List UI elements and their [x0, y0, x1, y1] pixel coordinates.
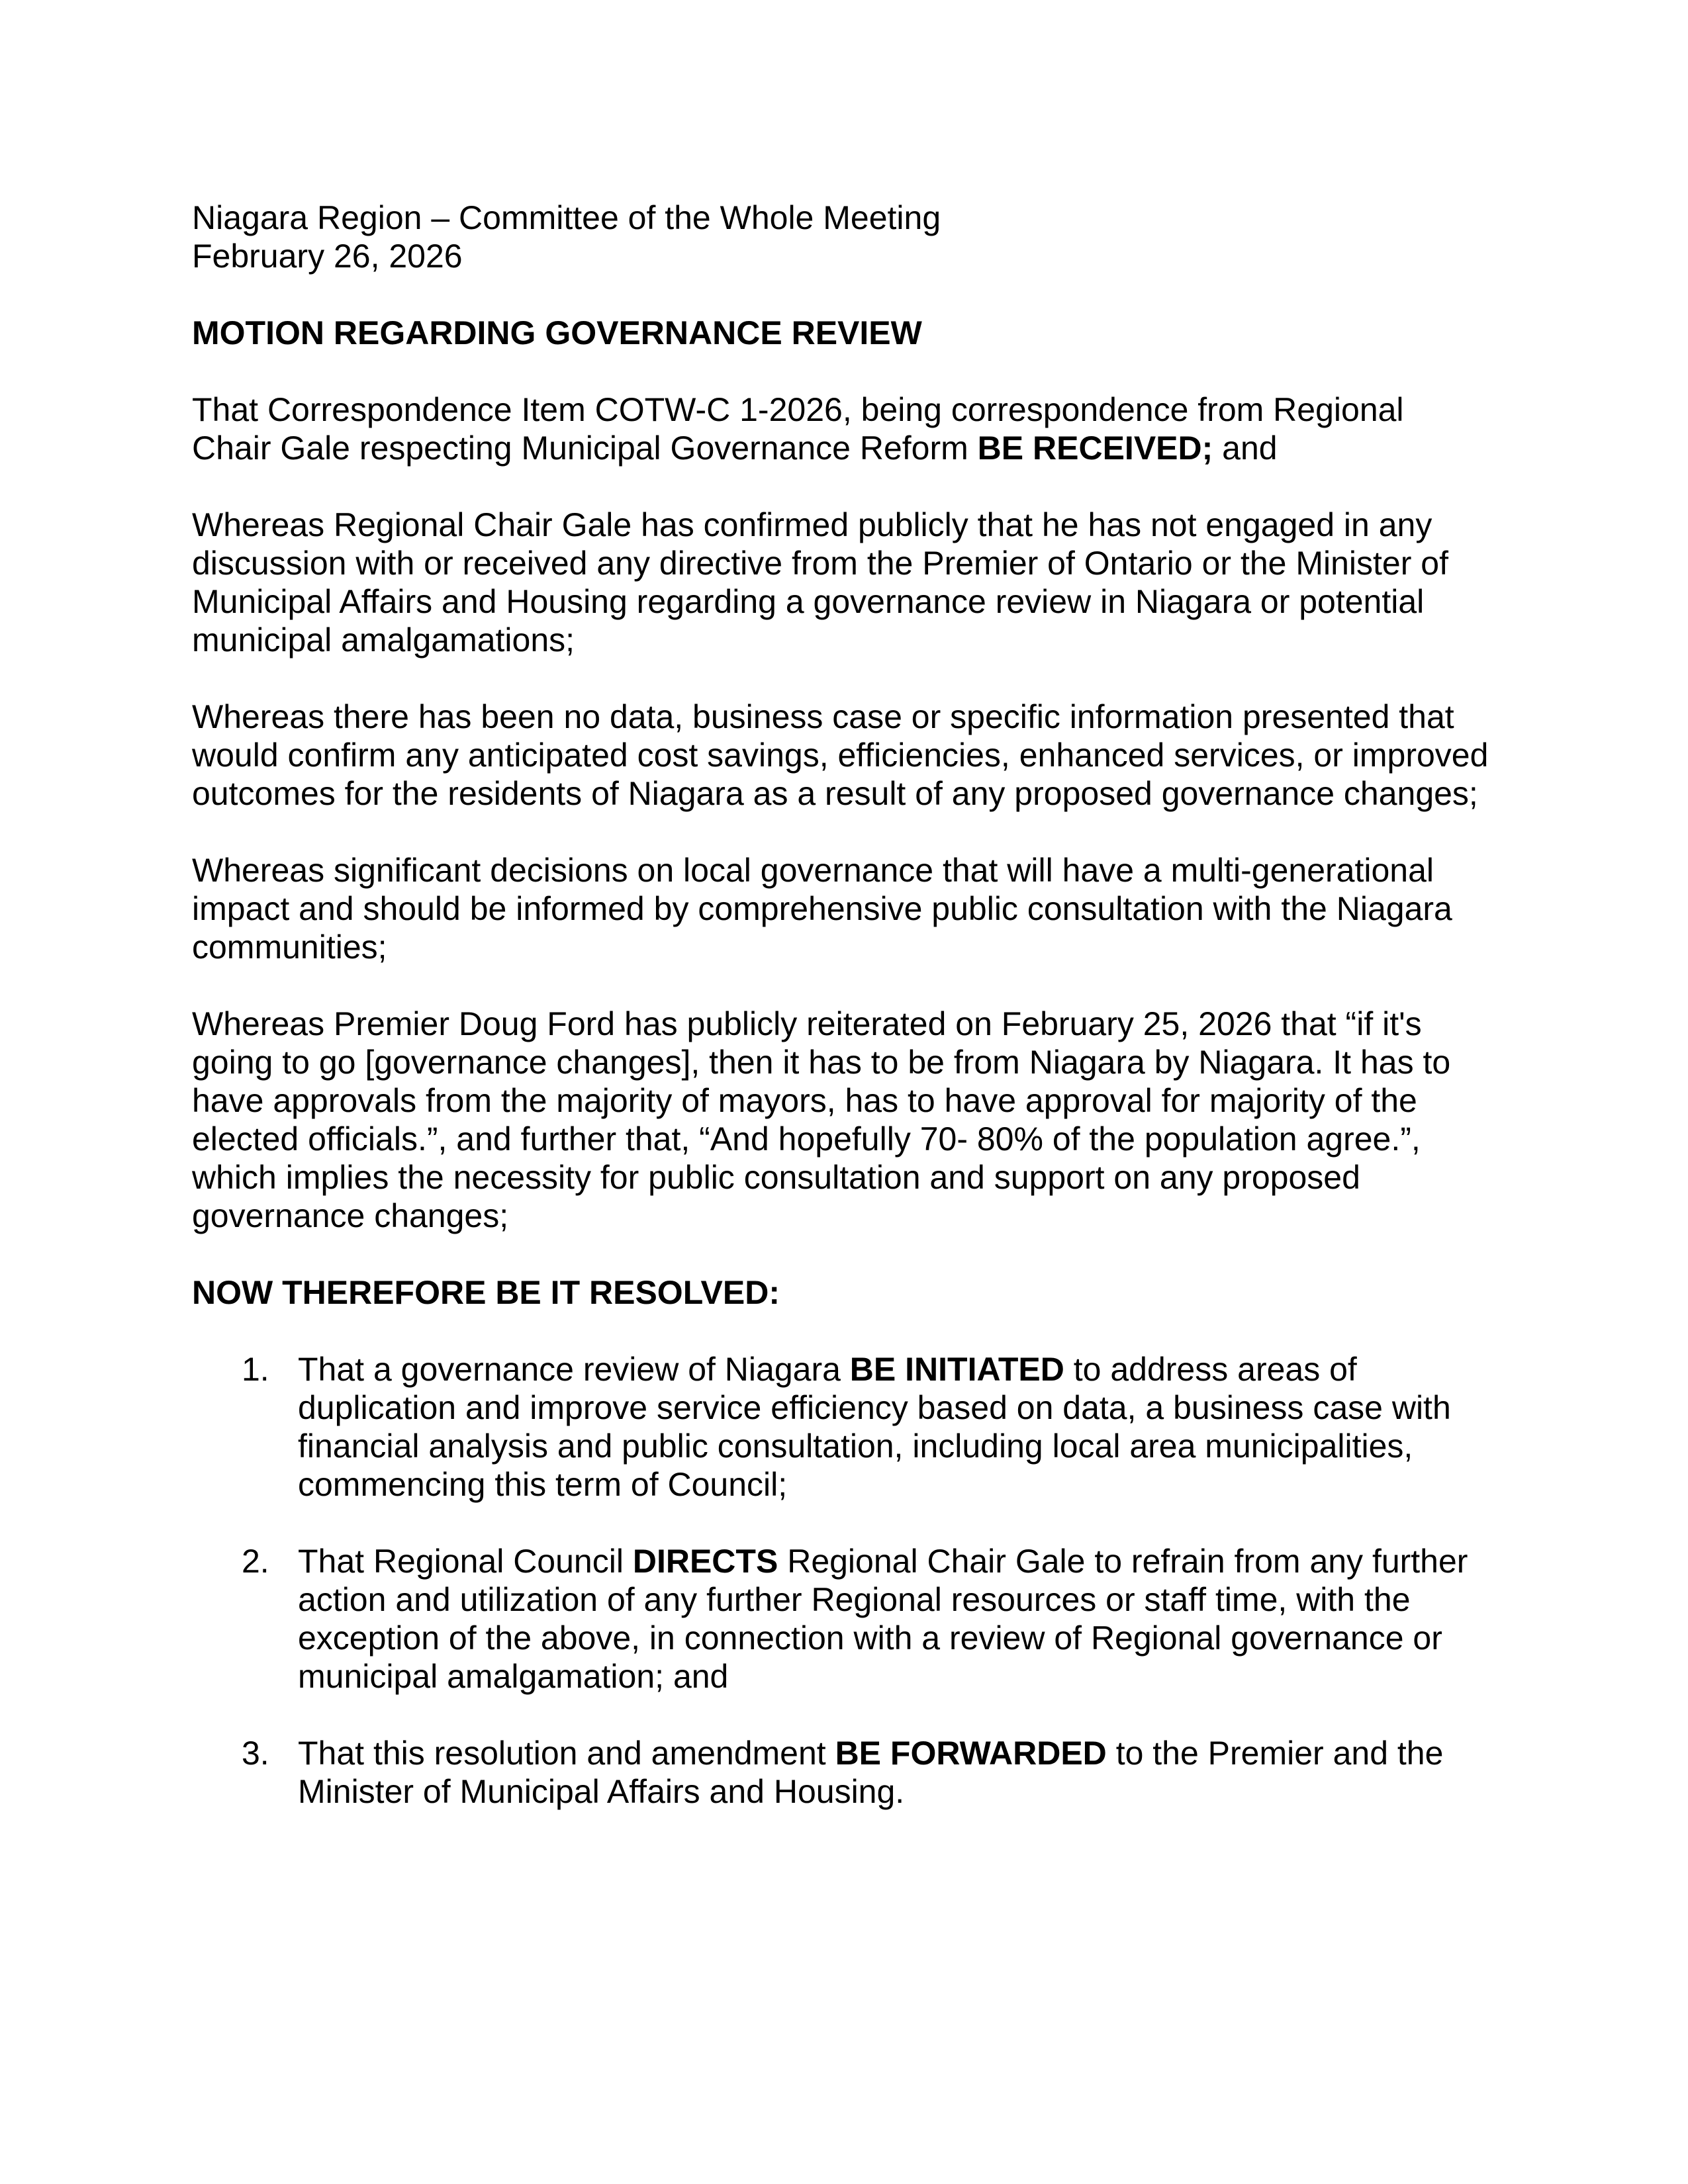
paragraph-correspondence-received: That Correspondence Item COTW-C 1-2026, being correspondence from Regional Chair Gale respecting Municipal Governance Reform BE RECEIVED; and: [192, 391, 1404, 467]
resolution-3-number: 3.: [242, 1735, 269, 1772]
resolution-1-text: That a governance review of Niagara BE INITIATED to address areas of duplication and improve service efficiency based on data, a business case with financial analysis and public consultation, including local area municipalities, commencing this term of Council;: [298, 1351, 1451, 1503]
resolution-2-number: 2.: [242, 1543, 269, 1580]
meeting-title: Niagara Region – Committee of the Whole Meeting: [192, 199, 941, 236]
resolution-1-number: 1.: [242, 1351, 269, 1388]
paragraph-whereas-significant-decisions: Whereas significant decisions on local governance that will have a multi-generational impact and should be informed by comprehensive public consultation with the Niagara communities;: [192, 852, 1452, 966]
resolved-heading: NOW THEREFORE BE IT RESOLVED:: [192, 1274, 780, 1311]
meeting-date: February 26, 2026: [192, 238, 463, 275]
motion-title: MOTION REGARDING GOVERNANCE REVIEW: [192, 314, 922, 351]
document-content: [192, 199, 1491, 1849]
paragraph-whereas-chair-gale: Whereas Regional Chair Gale has confirmed publicly that he has not engaged in any discussion with or received any directive from the Premier of Ontario or the Minister of Municipal Affairs and Housing regarding a governance review in Niagara or potential municipal amalgamations;: [192, 506, 1448, 659]
meeting-header: [192, 199, 1491, 275]
resolution-2-text: That Regional Council DIRECTS Regional Chair Gale to refrain from any further action and utilization of any further Regional resources or staff time, with the exception of the above, in connection with a review of Regional governance or municipal amalgamation; and: [298, 1543, 1468, 1695]
paragraph-whereas-no-data: Whereas there has been no data, business case or specific information presented that would confirm any anticipated cost savings, efficiencies, enhanced services, or improved outcomes for the residents of Niagara as a result of any proposed governance changes;: [192, 698, 1489, 812]
resolutions-list: [192, 1350, 1491, 1811]
resolution-item-3: [192, 1734, 1491, 1811]
resolution-item-1: [192, 1350, 1491, 1504]
resolution-3-text: That this resolution and amendment BE FORWARDED to the Premier and the Minister of Municipal Affairs and Housing.: [298, 1735, 1444, 1810]
paragraph-whereas-premier-ford: Whereas Premier Doug Ford has publicly reiterated on February 25, 2026 that “if it's going to go [governance changes], then it has to be from Niagara by Niagara. It has to have approvals from the majority of mayors, has to have approval for majority of the elected officials.”, and further that, “And hopefully 70- 80% of the population agree.”, which implies the necessity for public consultation and support on any proposed governance changes;: [192, 1005, 1451, 1234]
resolution-item-2: [192, 1542, 1491, 1696]
